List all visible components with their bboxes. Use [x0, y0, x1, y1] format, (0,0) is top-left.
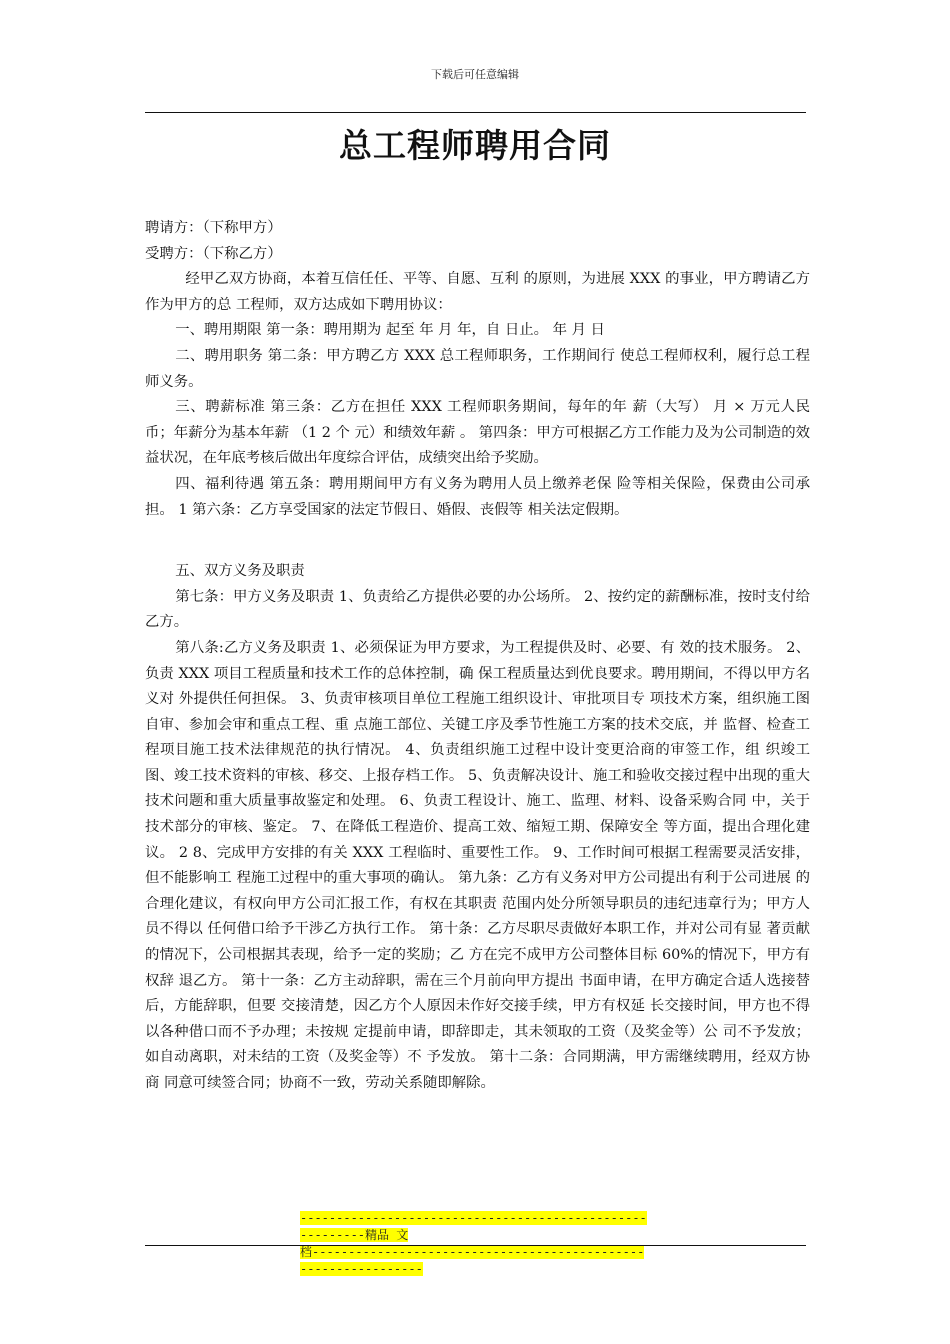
section-benefits-paragraph: 四、福利待遇 第五条：聘用期间甲方有义务为聘用人员上缴养老保 险等相关保险，保费由公司承担。 1 第六条：乙方享受国家的法定节假日、婚假、丧假等 相关法定假期。: [145, 475, 810, 518]
section-duties-heading: 五、双方义务及职责: [175, 563, 305, 580]
party-b-line: 受聘方：（下称乙方）: [145, 245, 282, 262]
paragraph-gap: [145, 523, 810, 559]
article-8-paragraph: 第八条:乙方义务及职责 1、必须保证为甲方要求，为工程提供及时、必要、有 效的技术服务。 2、负责 XXX 项目工程质量和技术工作的总体控制，确 保工程质量达到优良要求。聘用期间，不得以甲方名义对 外提供任何担保。 3、负责审核项目单位工程施工组织设计、审批项目专 项技术方案，组织施工图自审、参加会审和重点工程、重 点施工部位、关键工序及季节性施工方案的技术交底，并 监督、检查工程项目施工技术法律规范的执行情况。 4、负责组织施工过程中设计变更洽商的审签工作，组 织竣工图、竣工技术资料的审核、移交、上报存档工作。 5、负责解决设计、施工和验收交接过程中出现的重大技术问题和重大质量事故鉴定和处理。 6、负责工程设计、施工、监理、材料、设备采购合同 中，关于技术部分的审核、鉴定。 7、在降低工程造价、提高工效、缩短工期、保障安全 等方面，提出合理化建议。 2 8、完成甲方安排的有关 XXX 工程临时、重要性工作。 9、工作时间可根据工程需要灵活安排，但不能影响工 程施工过程中的重大事项的确认。 第九条：乙方有义务对甲方公司提出有利于公司进展 的合理化建议，有权向甲方公司汇报工作，有权在其职责 范围内处分所领导职员的违纪违章行为；甲方人员不得以 任何借口给予干涉乙方执行工作。 第十条：乙方尽职尽责做好本职工作，并对公司有显 著贡献的情况下，公司根据其表现，给予一定的奖励；乙 方在完不成甲方公司整体目标 60%的情况下，甲方有权辞 退乙方。 第十一条：乙方主动辞职，需在三个月前向甲方提出 书面申请，在甲方确定合适人选接替后，方能辞职，但要 交接清楚，因乙方个人原因未作好交接手续，甲方有权延 长交接时间，甲方也不得以各种借口而不予办理；未按规 定提前申请，即辞即走，其未领取的工资（及奖金等）公 司不予发放；如自动离职，对未结的工资（及奖金等）不 予发放。 第十二条：合同期满，甲方需继续聘用，经双方协商 同意可续签合同；协商不一致，劳动关系随即解除。: [145, 639, 810, 1091]
top-rule: [145, 112, 806, 113]
party-a-line: 聘请方：（下称甲方）: [145, 220, 282, 236]
document-body: [145, 216, 810, 1097]
section-position-paragraph: 二、聘用职务 第二条：甲方聘乙方 XXX 总工程师职务，工作期间行 使总工程师权利，履行总工程师义务。: [145, 347, 810, 390]
footer-note: [300, 1210, 650, 1278]
footer-line-2: 档---------------------------------------------------------------: [300, 1245, 645, 1276]
bottom-rule: [145, 1245, 806, 1246]
page-header-note: 下载后可任意编辑: [431, 68, 519, 81]
section-salary-paragraph: 三、聘薪标准 第三条：乙方在担任 XXX 工程师职务期间，每年的年 薪（大写） 月 × 万元人民币；年薪分为基本年薪 （1 2 个 元）和绩效年薪 。 第四条：甲方可根据乙方工作能力及为公司制造的效 益状况，在年底考核后做出年度综合评估，成绩突出给予奖励。: [145, 399, 810, 467]
preamble-paragraph: 经甲乙双方协商，本着互信任任、平等、自愿、互利 的原则，为进展 XXX 的事业，甲方聘请乙方作为甲方的总 工程师，双方达成如下聘用协议：: [145, 271, 810, 313]
footer-line-1: ---------------------------------------------------------精品 文: [300, 1211, 647, 1242]
article-7-paragraph: 第七条：甲方义务及职责 1、负责给乙方提供必要的办公场所。 2、按约定的薪酬标准，按时支付给乙方。: [145, 588, 810, 631]
section-term-paragraph: 一、聘用期限 第一条：聘用期为 起至 年 月 年，自 日止。 年 月 日: [175, 322, 605, 339]
document-title: 总工程师聘用合同: [339, 126, 611, 165]
